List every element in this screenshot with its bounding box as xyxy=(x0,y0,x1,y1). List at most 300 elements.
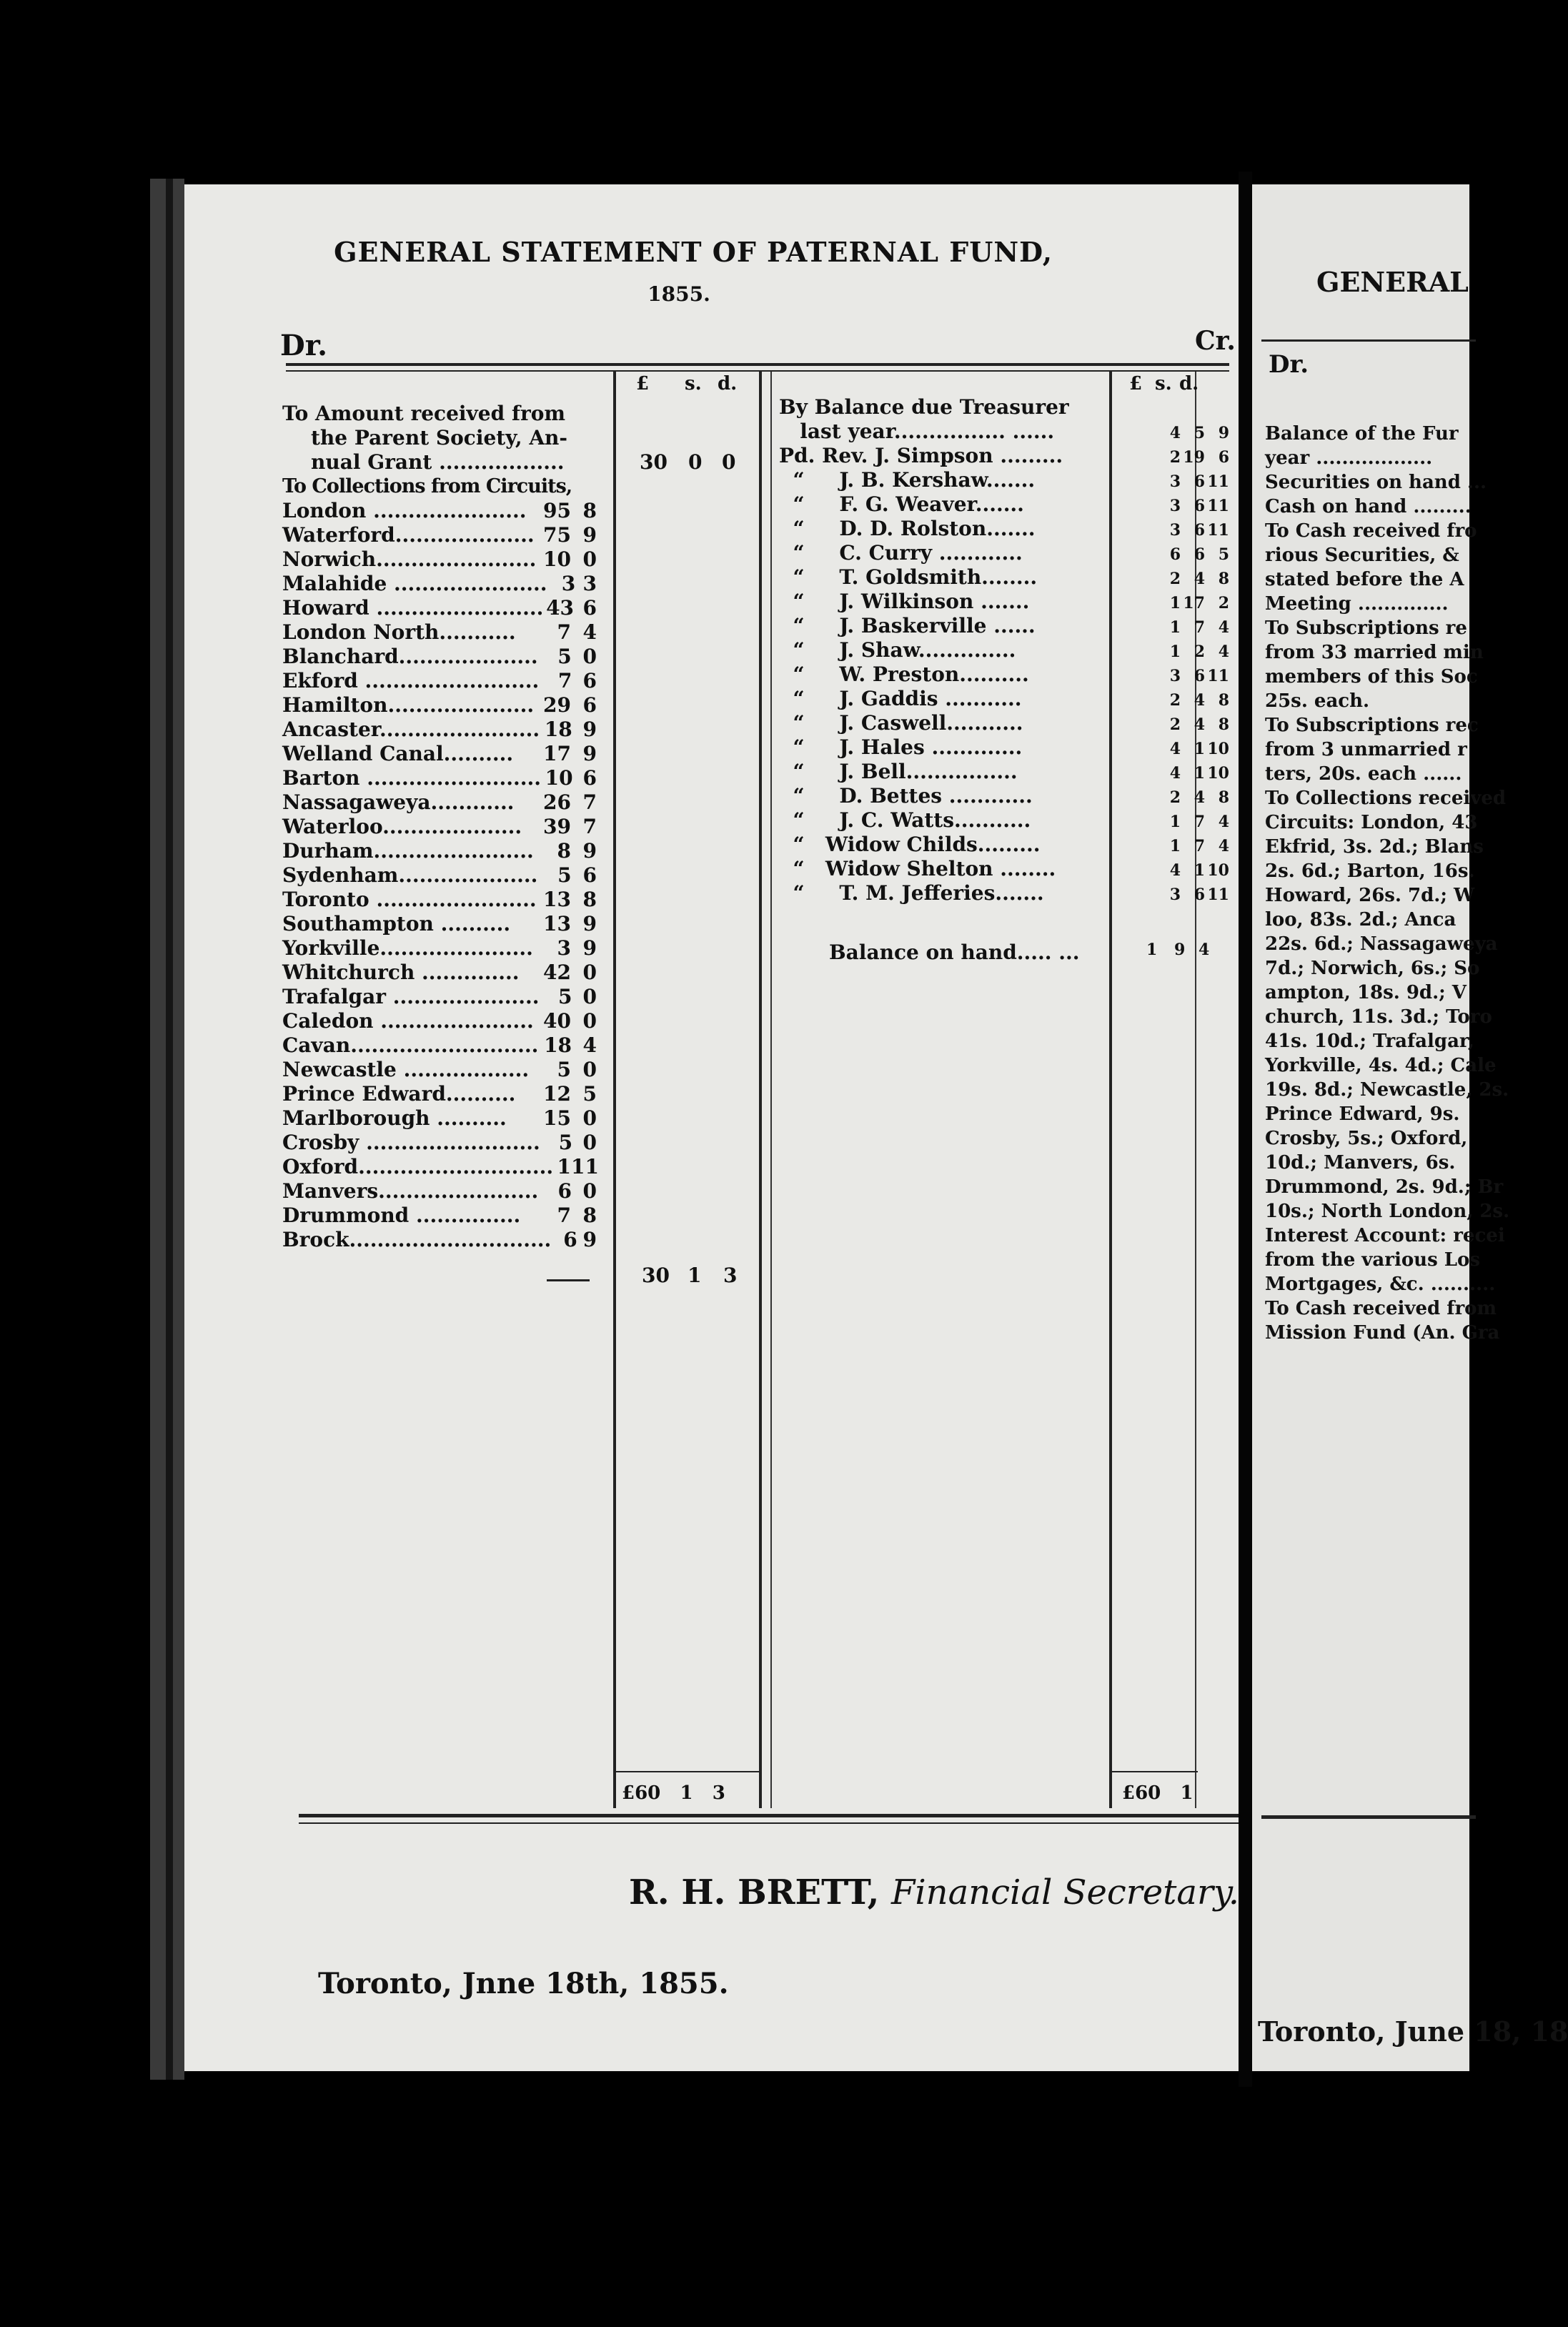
circuit-name: London ...................... xyxy=(282,499,527,522)
payment-row xyxy=(779,590,1229,614)
header-rule-thick xyxy=(286,363,1229,366)
facing-page-line: 22s. 6d.; Nassagaweya xyxy=(1265,933,1498,955)
payment-row xyxy=(779,517,1229,541)
signature xyxy=(629,1872,1239,1912)
payment-row xyxy=(779,565,1229,590)
circuit-pence: 6 xyxy=(582,669,597,693)
circuit-name: Trafalgar ..................... xyxy=(282,985,540,1008)
circuit-shillings: 39 xyxy=(543,815,571,838)
grant-pence: 0 xyxy=(722,450,736,474)
facing-page-line: Circuits: London, 43 xyxy=(1265,812,1478,833)
facing-page-line: loo, 83s. 2d.; Anca xyxy=(1265,909,1457,931)
payment-pence: 11 xyxy=(1207,472,1229,491)
circuit-shillings: 29 xyxy=(543,693,571,717)
payment-name: “ J. Bell................ xyxy=(779,760,1018,783)
debit-total-shillings: 1 xyxy=(680,1782,693,1804)
payment-pence: 2 xyxy=(1218,594,1229,612)
circuit-name: Ancaster....................... xyxy=(282,718,540,741)
signature-name: R. H. BRETT, xyxy=(629,1872,880,1912)
circuit-shillings: 40 xyxy=(543,1009,571,1033)
payment-pounds: 2 xyxy=(1169,715,1181,734)
page-gutter xyxy=(1239,172,1252,2087)
payment-pounds: 1 xyxy=(1169,837,1181,855)
subtotal-rule xyxy=(547,1279,590,1281)
payment-pounds: 3 xyxy=(1169,521,1181,540)
payment-pence: 8 xyxy=(1218,788,1229,807)
circuit-shillings: 5 xyxy=(557,863,572,887)
circuit-pence: 8 xyxy=(582,499,597,522)
payment-pence: 5 xyxy=(1218,545,1229,564)
statement-date: Toronto, Jnne 18th, 1855. xyxy=(318,1967,729,2000)
circuit-row xyxy=(282,936,597,961)
circuit-row xyxy=(282,718,597,742)
payment-shillings: 6 xyxy=(1194,521,1205,540)
payment-shillings: 7 xyxy=(1194,813,1205,831)
credit-pound-head: £ xyxy=(1129,373,1143,395)
credit-total-shillings: 1 xyxy=(1180,1782,1194,1804)
circuit-shillings: 43 xyxy=(546,596,575,620)
facing-page-line: ampton, 18s. 9d.; V xyxy=(1265,982,1467,1003)
payment-row xyxy=(779,735,1229,760)
payment-pence: 11 xyxy=(1207,667,1229,685)
facing-page-line: Balance of the Fur xyxy=(1265,423,1459,445)
credit-heading: Cr. xyxy=(1195,326,1236,356)
circuit-row xyxy=(282,888,597,912)
circuit-shillings: 26 xyxy=(543,790,571,814)
circuit-shillings: 3 xyxy=(557,936,571,960)
circuit-shillings: 13 xyxy=(543,888,571,911)
facing-page-line: 25s. each. xyxy=(1265,690,1370,712)
facing-page-line: To Cash received fro xyxy=(1265,520,1477,542)
circuit-name: Manvers....................... xyxy=(282,1179,539,1203)
facing-page-date: Toronto, June 18, 18 xyxy=(1258,2015,1568,2048)
balance-pence: 4 xyxy=(1199,941,1210,959)
credit-total-rule xyxy=(1109,1771,1198,1772)
circuit-pence: 0 xyxy=(582,985,597,1008)
circuit-pence: 6 xyxy=(582,693,597,717)
circuit-pence: 8 xyxy=(582,1204,597,1227)
circuit-row xyxy=(282,1131,597,1155)
circuit-row xyxy=(282,985,597,1009)
circuit-pence: 6 xyxy=(582,596,597,620)
circuit-pence: 0 xyxy=(582,1131,597,1154)
grant-shillings: 0 xyxy=(688,450,703,474)
circuit-pence: 9 xyxy=(582,936,597,960)
circuit-name: Caledon ...................... xyxy=(282,1009,534,1033)
circuit-row xyxy=(282,572,597,596)
circuit-row xyxy=(282,547,597,572)
payment-shillings: 6 xyxy=(1194,472,1205,491)
facing-page-line: 2s. 6d.; Barton, 16s. xyxy=(1265,860,1475,882)
payment-name: “ D. D. Rolston....... xyxy=(779,517,1036,540)
payment-pence: 8 xyxy=(1218,715,1229,734)
circuit-name: Newcastle .................. xyxy=(282,1058,530,1081)
circuit-shillings: 5 xyxy=(557,1058,571,1081)
payment-pounds: 2 xyxy=(1169,691,1181,710)
payment-name: “ C. Curry ............ xyxy=(779,541,1023,565)
debit-shilling-head: s. xyxy=(685,373,702,395)
payment-shillings: 4 xyxy=(1194,715,1205,734)
payment-name: “ T. Goldsmith........ xyxy=(779,565,1038,589)
payment-pounds: 4 xyxy=(1169,764,1181,783)
payment-shillings: 4 xyxy=(1194,570,1205,588)
circuit-pence: 9 xyxy=(582,1228,597,1251)
facing-page-line: from 33 married min xyxy=(1265,642,1484,663)
payment-name: “ J. Wilkinson ....... xyxy=(779,590,1030,613)
payment-pounds: 1 xyxy=(1169,594,1181,612)
circuit-pence: 7 xyxy=(582,815,597,838)
payment-row xyxy=(779,711,1229,735)
facing-page-line: Yorkville, 4s. 4d.; Cale xyxy=(1265,1055,1497,1076)
facing-page-line: Cash on hand ......... xyxy=(1265,496,1472,517)
circuit-pence: 0 xyxy=(582,1106,597,1130)
circuit-shillings: 75 xyxy=(543,523,571,547)
payment-row xyxy=(779,663,1229,687)
circuit-shillings: 7 xyxy=(557,620,571,644)
payment-name: “ F. G. Weaver....... xyxy=(779,492,1024,516)
circuit-shillings: 42 xyxy=(543,961,571,984)
facing-page-line: stated before the A xyxy=(1265,569,1464,590)
payment-name: “ J. Gaddis ........... xyxy=(779,687,1022,710)
facing-page-line: Securities on hand ... xyxy=(1265,472,1487,493)
balance-label: Balance on hand..... ... xyxy=(829,941,1080,964)
payment-name: “ W. Preston.......... xyxy=(779,663,1029,686)
circuit-name: Marlborough .......... xyxy=(282,1106,507,1130)
circuit-shillings: 15 xyxy=(543,1106,571,1130)
circuit-row xyxy=(282,863,597,888)
facing-page-line: 10s.; North London, 2s. xyxy=(1265,1201,1510,1222)
circuit-pence: 6 xyxy=(582,766,597,790)
payment-name: “ J. Hales ............. xyxy=(779,735,1023,759)
payment-pence: 4 xyxy=(1218,837,1229,855)
circuit-pence: 9 xyxy=(582,912,597,936)
circuit-name: London North........... xyxy=(282,620,516,644)
circuit-name: Crosby ......................... xyxy=(282,1131,540,1154)
payment-pence: 9 xyxy=(1218,424,1229,442)
payment-pence: 11 xyxy=(1207,885,1229,904)
page-binding-shadow xyxy=(166,179,173,2080)
circuit-shillings: 10 xyxy=(543,547,571,571)
facing-page-line: Meeting .............. xyxy=(1265,593,1449,615)
circuit-shillings: 7 xyxy=(557,669,572,693)
payment-row xyxy=(779,541,1229,565)
debit-pence-head: d. xyxy=(718,373,738,395)
payment-pence: 11 xyxy=(1207,497,1229,515)
payment-name: “ J. Shaw.............. xyxy=(779,638,1016,662)
circuit-row xyxy=(282,815,597,839)
debit-intro xyxy=(282,402,597,499)
circuit-shillings: 12 xyxy=(543,1082,571,1106)
intro-line: nual Grant .................. xyxy=(311,450,565,474)
circuit-pence: 9 xyxy=(582,839,597,863)
circuit-pence: 5 xyxy=(582,1082,597,1106)
payment-row xyxy=(779,833,1229,857)
payment-shillings: 1 xyxy=(1194,861,1205,880)
facing-page-footer-rule xyxy=(1261,1815,1476,1819)
circuit-pence: 3 xyxy=(582,572,597,595)
circuit-shillings: 6 xyxy=(563,1228,577,1251)
payment-pence: 10 xyxy=(1207,861,1229,880)
circuit-name: Nassagaweya............ xyxy=(282,790,515,814)
circuit-row xyxy=(282,1058,597,1082)
facing-page-line: To Subscriptions re xyxy=(1265,617,1467,639)
circuit-row xyxy=(282,1082,597,1106)
circuit-name: Drummond ............... xyxy=(282,1204,521,1227)
circuit-pence: 0 xyxy=(582,961,597,984)
payment-pounds: 3 xyxy=(1169,497,1181,515)
circuit-row xyxy=(282,790,597,815)
circuit-name: Howard ........................ xyxy=(282,596,544,620)
payment-name: “ J. C. Watts........... xyxy=(779,808,1031,832)
circuit-pence: 9 xyxy=(582,718,597,741)
payment-shillings: 6 xyxy=(1194,545,1205,564)
payment-pence: 6 xyxy=(1218,448,1229,467)
circuit-shillings: 3 xyxy=(561,572,576,595)
payment-shillings: 7 xyxy=(1194,837,1205,855)
circuit-pence: 0 xyxy=(582,1179,597,1203)
payment-pounds: 2 xyxy=(1169,448,1181,467)
circuit-name: Southampton .......... xyxy=(282,912,511,936)
footer-rule-thin xyxy=(299,1822,1239,1824)
payment-pence: 11 xyxy=(1207,521,1229,540)
payment-pence: 8 xyxy=(1218,570,1229,588)
payment-name: “ J. Caswell........... xyxy=(779,711,1023,735)
payment-shillings: 1 xyxy=(1194,764,1205,783)
intro-line: the Parent Society, An- xyxy=(311,426,568,450)
payment-shillings: 4 xyxy=(1194,788,1205,807)
circuit-name: Toronto ....................... xyxy=(282,888,537,911)
circuit-row xyxy=(282,523,597,547)
debit-heading: Dr. xyxy=(280,329,328,362)
facing-page-dr: Dr. xyxy=(1269,350,1309,379)
payment-row xyxy=(779,784,1229,808)
circuit-shillings: 5 xyxy=(557,645,572,668)
circuit-shillings: 8 xyxy=(557,839,571,863)
payment-name: Pd. Rev. J. Simpson ......... xyxy=(779,444,1063,467)
facing-page-line: Ekfrid, 3s. 2d.; Blans xyxy=(1265,836,1484,858)
payment-name: “ T. M. Jefferies....... xyxy=(779,881,1044,905)
facing-page-line: Mortgages, &c. .......... xyxy=(1265,1274,1496,1295)
circuit-row xyxy=(282,961,597,985)
circuit-pence: 6 xyxy=(582,863,597,887)
circuit-pence: 9 xyxy=(582,742,597,765)
circuit-shillings: 18 xyxy=(544,718,572,741)
circuit-name: Welland Canal.......... xyxy=(282,742,514,765)
payment-row xyxy=(779,468,1229,492)
payment-name: By Balance due Treasurer xyxy=(779,395,1069,419)
payment-row xyxy=(779,881,1229,906)
circuit-row xyxy=(282,1228,597,1252)
payment-row xyxy=(779,420,1229,444)
debit-total-pounds: £60 xyxy=(622,1782,661,1804)
circuit-name: Malahide ...................... xyxy=(282,572,547,595)
circuit-row xyxy=(282,766,597,790)
payment-pounds: 3 xyxy=(1169,472,1181,491)
payment-shillings: 1 xyxy=(1194,740,1205,758)
intro-line: To Amount received from xyxy=(282,402,566,425)
facing-page-title: GENERAL xyxy=(1316,266,1469,298)
circuit-row xyxy=(282,1155,597,1179)
facing-page-line: 41s. 10d.; Trafalgar, xyxy=(1265,1031,1474,1052)
statement-year: 1855. xyxy=(647,282,710,306)
circuit-name: Whitchurch .............. xyxy=(282,961,520,984)
payment-name: “ J. B. Kershaw....... xyxy=(779,468,1036,492)
circuit-name: Cavan........................... xyxy=(282,1033,539,1057)
payment-name: “ Widow Childs......... xyxy=(779,833,1041,856)
payment-row xyxy=(779,857,1229,881)
payment-pounds: 3 xyxy=(1169,885,1181,904)
payment-pounds: 2 xyxy=(1169,788,1181,807)
facing-page-line: 7d.; Norwich, 6s.; So xyxy=(1265,958,1480,979)
circuit-shillings: 13 xyxy=(543,912,571,936)
payment-pence: 4 xyxy=(1218,618,1229,637)
payment-shillings: 7 xyxy=(1194,618,1205,637)
credit-grand-total xyxy=(1122,1782,1194,1804)
circuit-name: Yorkville...................... xyxy=(282,936,533,960)
circuit-row xyxy=(282,645,597,669)
facing-page-line: To Collections received xyxy=(1265,788,1507,809)
payment-row xyxy=(779,760,1229,784)
circuit-name: Durham....................... xyxy=(282,839,534,863)
balance-shillings: 9 xyxy=(1174,941,1186,959)
circuit-shillings: 17 xyxy=(543,742,571,765)
grant-pounds: 30 xyxy=(640,450,668,474)
facing-page-line: members of this Soc xyxy=(1265,666,1478,688)
payment-pounds: 4 xyxy=(1169,861,1181,880)
circuit-row xyxy=(282,1106,597,1131)
column-divider xyxy=(770,372,772,1808)
debit-total-rule xyxy=(613,1771,762,1772)
debit-amount-column-right-rule xyxy=(759,372,762,1808)
credit-list xyxy=(779,395,1229,906)
facing-page-line: from 3 unmarried r xyxy=(1265,739,1467,760)
facing-page-line: Mission Fund (An. Gra xyxy=(1265,1322,1500,1344)
circuit-name: Ekford ......................... xyxy=(282,669,540,693)
credit-shilling-head: s. xyxy=(1155,373,1172,395)
circuit-pence: 0 xyxy=(582,1009,597,1033)
circuit-row xyxy=(282,742,597,766)
payment-pence: 10 xyxy=(1207,764,1229,783)
balance-pounds: 1 xyxy=(1146,941,1158,959)
circuit-row xyxy=(282,839,597,863)
payment-shillings: 4 xyxy=(1194,691,1205,710)
debit-pound-head: £ xyxy=(636,373,650,395)
circuit-pence: 0 xyxy=(582,645,597,668)
payment-shillings: 19 xyxy=(1183,448,1205,467)
payment-name: “ J. Baskerville ...... xyxy=(779,614,1036,637)
collections-total-pence: 3 xyxy=(723,1264,738,1287)
circuit-pence: 9 xyxy=(582,523,597,547)
statement-title: GENERAL STATEMENT OF PATERNAL FUND, xyxy=(334,236,1053,268)
circuit-row xyxy=(282,499,597,523)
payment-row xyxy=(779,492,1229,517)
circuit-shillings: 10 xyxy=(545,766,573,790)
collections-total-pounds: 30 xyxy=(642,1264,670,1287)
facing-page-line: 19s. 8d.; Newcastle, 2s. xyxy=(1265,1079,1509,1101)
circuit-row xyxy=(282,693,597,718)
payment-pence: 10 xyxy=(1207,740,1229,758)
facing-page-line: To Cash received from xyxy=(1265,1298,1497,1319)
facing-page-line: church, 11s. 3d.; Toro xyxy=(1265,1006,1492,1028)
facing-page-line: 10d.; Manvers, 6s. xyxy=(1265,1152,1456,1174)
circuit-name: Barton ......................... xyxy=(282,766,541,790)
facing-page-header-rule xyxy=(1261,339,1476,342)
debit-total-pence: 3 xyxy=(712,1782,725,1804)
circuit-pence: 11 xyxy=(571,1155,599,1179)
circuit-name: Blanchard.................... xyxy=(282,645,538,668)
facing-page-line: ters, 20s. each ...... xyxy=(1265,763,1462,785)
credit-pence-head: d. xyxy=(1179,373,1199,395)
payment-name: “ Widow Shelton ........ xyxy=(779,857,1056,880)
circuit-pence: 0 xyxy=(582,1058,597,1081)
payment-pounds: 6 xyxy=(1169,545,1181,564)
payment-shillings: 6 xyxy=(1194,497,1205,515)
payment-row xyxy=(779,614,1229,638)
circuit-row xyxy=(282,1033,597,1058)
payment-pence: 4 xyxy=(1218,642,1229,661)
circuit-pence: 0 xyxy=(582,547,597,571)
facing-page-line: from the various Los xyxy=(1265,1249,1481,1271)
facing-page-line: year .................. xyxy=(1265,447,1433,469)
facing-page-line: Interest Account: recei xyxy=(1265,1225,1505,1246)
circuit-name: Waterford.................... xyxy=(282,523,535,547)
payment-pounds: 1 xyxy=(1169,618,1181,637)
collections-heading: To Collections from Circuits, xyxy=(282,475,572,497)
circuit-row xyxy=(282,1204,597,1228)
payment-pence: 8 xyxy=(1218,691,1229,710)
facing-page-line: Crosby, 5s.; Oxford, xyxy=(1265,1128,1468,1149)
circuit-shillings: 95 xyxy=(543,499,571,522)
circuit-name: Oxford............................ xyxy=(282,1155,554,1179)
circuit-name: Hamilton..................... xyxy=(282,693,535,717)
facing-page-text xyxy=(1265,422,1510,1345)
payment-name: last year................ ...... xyxy=(779,420,1055,443)
header-rule-thin xyxy=(286,370,1229,372)
circuits-list xyxy=(282,499,597,1252)
payment-row xyxy=(779,808,1229,833)
payment-pounds: 2 xyxy=(1169,570,1181,588)
facing-page-line: Prince Edward, 9s. xyxy=(1265,1103,1460,1125)
collections-total-shillings: 1 xyxy=(688,1264,702,1287)
payment-shillings: 5 xyxy=(1194,424,1205,442)
payment-name: “ D. Bettes ............ xyxy=(779,784,1033,808)
facing-page-line: Howard, 26s. 7d.; W xyxy=(1265,885,1475,906)
circuit-pence: 4 xyxy=(582,620,597,644)
circuit-row xyxy=(282,620,597,645)
circuit-shillings: 6 xyxy=(557,1179,572,1203)
circuit-pence: 7 xyxy=(582,790,597,814)
payment-row xyxy=(779,395,1229,420)
signature-title: Financial Secretary. xyxy=(891,1872,1239,1912)
payment-pence: 4 xyxy=(1218,813,1229,831)
circuit-pence: 8 xyxy=(582,888,597,911)
facing-page-line: rious Securities, & xyxy=(1265,545,1459,566)
credit-total-pounds: £60 xyxy=(1122,1782,1161,1804)
payment-row xyxy=(779,638,1229,663)
circuit-shillings: 7 xyxy=(557,1204,571,1227)
payment-shillings: 6 xyxy=(1194,667,1205,685)
circuit-name: Prince Edward.......... xyxy=(282,1082,516,1106)
debit-grand-total xyxy=(622,1782,725,1804)
payment-pounds: 1 xyxy=(1169,813,1181,831)
circuit-name: Waterloo.................... xyxy=(282,815,522,838)
payment-pounds: 4 xyxy=(1169,740,1181,758)
circuit-name: Brock............................. xyxy=(282,1228,552,1251)
circuit-shillings: 5 xyxy=(558,985,572,1008)
facing-page-line: To Subscriptions rec xyxy=(1265,715,1479,736)
payment-row xyxy=(779,687,1229,711)
payment-pounds: 4 xyxy=(1169,424,1181,442)
